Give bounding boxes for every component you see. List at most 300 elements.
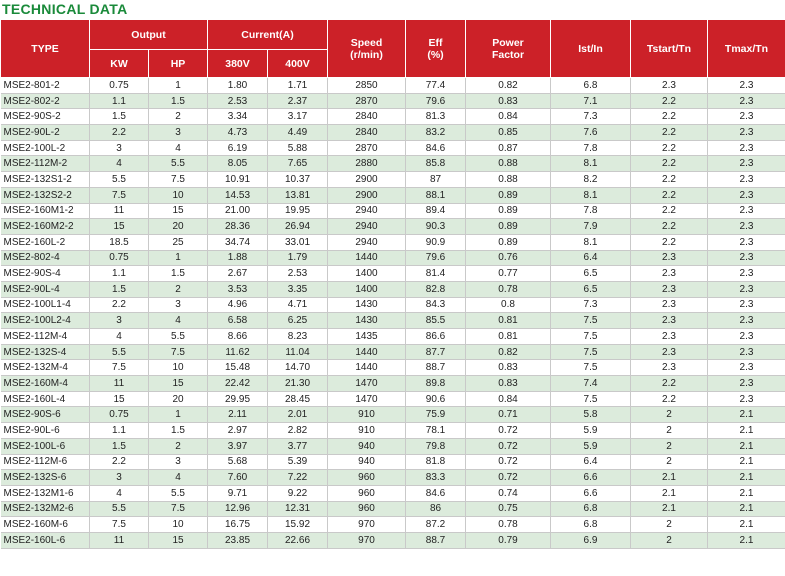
- value-cell: 6.4: [551, 454, 631, 470]
- header-ist-in: Ist/In: [551, 20, 631, 78]
- value-cell: 6.25: [268, 313, 328, 329]
- value-cell: 3: [90, 313, 149, 329]
- value-cell: 15: [149, 376, 208, 392]
- value-cell: 1.71: [268, 78, 328, 94]
- value-cell: 2.3: [708, 313, 785, 329]
- type-cell: MSE2-132S-6: [1, 470, 90, 486]
- value-cell: 0.79: [466, 532, 551, 548]
- value-cell: 5.39: [268, 454, 328, 470]
- value-cell: 21.30: [268, 376, 328, 392]
- value-cell: 5.5: [149, 485, 208, 501]
- value-cell: 12.31: [268, 501, 328, 517]
- value-cell: 16.75: [208, 517, 268, 533]
- value-cell: 7.8: [551, 140, 631, 156]
- value-cell: 15: [149, 203, 208, 219]
- table-row: [1, 125, 785, 141]
- value-cell: 6.58: [208, 313, 268, 329]
- type-cell: MSE2-90L-6: [1, 423, 90, 439]
- value-cell: 2.2: [631, 187, 708, 203]
- value-cell: 7.65: [268, 156, 328, 172]
- value-cell: 2840: [328, 109, 406, 125]
- header-power-factor: Power Factor: [466, 20, 551, 78]
- value-cell: 0.75: [90, 250, 149, 266]
- value-cell: 1.79: [268, 250, 328, 266]
- type-cell: MSE2-112M-2: [1, 156, 90, 172]
- value-cell: 1: [149, 407, 208, 423]
- value-cell: 0.72: [466, 423, 551, 439]
- value-cell: 2.3: [708, 78, 785, 94]
- value-cell: 2.53: [208, 93, 268, 109]
- value-cell: 84.6: [406, 485, 466, 501]
- value-cell: 2.3: [708, 250, 785, 266]
- value-cell: 2.3: [631, 266, 708, 282]
- value-cell: 25: [149, 234, 208, 250]
- table-row: [1, 344, 785, 360]
- value-cell: 2.3: [708, 172, 785, 188]
- value-cell: 90.9: [406, 234, 466, 250]
- value-cell: 2: [631, 407, 708, 423]
- value-cell: 2.1: [631, 470, 708, 486]
- value-cell: 0.85: [466, 125, 551, 141]
- value-cell: 910: [328, 423, 406, 439]
- value-cell: 0.72: [466, 438, 551, 454]
- table-row: [1, 93, 785, 109]
- value-cell: 7.5: [149, 344, 208, 360]
- table-row: [1, 109, 785, 125]
- type-cell: MSE2-802-2: [1, 93, 90, 109]
- value-cell: 2: [149, 438, 208, 454]
- value-cell: 2.2: [631, 203, 708, 219]
- value-cell: 10.37: [268, 172, 328, 188]
- value-cell: 6.5: [551, 266, 631, 282]
- value-cell: 34.74: [208, 234, 268, 250]
- value-cell: 2.3: [631, 360, 708, 376]
- value-cell: 1.1: [90, 266, 149, 282]
- value-cell: 2: [631, 423, 708, 439]
- value-cell: 7.5: [551, 344, 631, 360]
- value-cell: 6.6: [551, 485, 631, 501]
- value-cell: 2.2: [631, 219, 708, 235]
- value-cell: 78.1: [406, 423, 466, 439]
- value-cell: 5.5: [149, 156, 208, 172]
- type-cell: MSE2-100L-6: [1, 438, 90, 454]
- value-cell: 2.2: [631, 93, 708, 109]
- value-cell: 0.74: [466, 485, 551, 501]
- value-cell: 81.3: [406, 109, 466, 125]
- value-cell: 2940: [328, 219, 406, 235]
- value-cell: 88.7: [406, 532, 466, 548]
- value-cell: 1400: [328, 266, 406, 282]
- table-row: [1, 532, 785, 548]
- table-row: [1, 517, 785, 533]
- value-cell: 7.5: [149, 172, 208, 188]
- value-cell: 2.3: [708, 109, 785, 125]
- value-cell: 0.84: [466, 391, 551, 407]
- value-cell: 2: [631, 454, 708, 470]
- value-cell: 0.88: [466, 156, 551, 172]
- value-cell: 12.96: [208, 501, 268, 517]
- value-cell: 0.72: [466, 470, 551, 486]
- value-cell: 4: [90, 156, 149, 172]
- value-cell: 0.83: [466, 93, 551, 109]
- value-cell: 8.2: [551, 172, 631, 188]
- value-cell: 88.1: [406, 187, 466, 203]
- value-cell: 83.3: [406, 470, 466, 486]
- value-cell: 1440: [328, 360, 406, 376]
- value-cell: 7.60: [208, 470, 268, 486]
- value-cell: 2.67: [208, 266, 268, 282]
- value-cell: 7.4: [551, 376, 631, 392]
- value-cell: 15.92: [268, 517, 328, 533]
- type-cell: MSE2-132M-4: [1, 360, 90, 376]
- value-cell: 2.2: [90, 125, 149, 141]
- value-cell: 21.00: [208, 203, 268, 219]
- value-cell: 1400: [328, 281, 406, 297]
- value-cell: 960: [328, 470, 406, 486]
- value-cell: 2.11: [208, 407, 268, 423]
- table-row: [1, 187, 785, 203]
- value-cell: 0.78: [466, 281, 551, 297]
- header-speed: Speed (r/min): [328, 20, 406, 78]
- value-cell: 2940: [328, 203, 406, 219]
- value-cell: 11: [90, 376, 149, 392]
- value-cell: 81.8: [406, 454, 466, 470]
- value-cell: 0.89: [466, 203, 551, 219]
- header-tmax-tn: Tmax/Tn: [708, 20, 785, 78]
- value-cell: 6.9: [551, 532, 631, 548]
- type-cell: MSE2-100L-2: [1, 140, 90, 156]
- table-row: [1, 250, 785, 266]
- table-row: [1, 329, 785, 345]
- value-cell: 2: [631, 438, 708, 454]
- value-cell: 4: [90, 329, 149, 345]
- value-cell: 2.3: [708, 156, 785, 172]
- value-cell: 23.85: [208, 532, 268, 548]
- value-cell: 4.73: [208, 125, 268, 141]
- value-cell: 2.53: [268, 266, 328, 282]
- value-cell: 3: [149, 125, 208, 141]
- value-cell: 2.1: [708, 532, 785, 548]
- value-cell: 2.3: [708, 219, 785, 235]
- value-cell: 5.9: [551, 438, 631, 454]
- value-cell: 5.5: [90, 501, 149, 517]
- value-cell: 2.2: [631, 391, 708, 407]
- value-cell: 6.8: [551, 78, 631, 94]
- type-cell: MSE2-90S-2: [1, 109, 90, 125]
- value-cell: 0.75: [466, 501, 551, 517]
- value-cell: 3.77: [268, 438, 328, 454]
- value-cell: 2.2: [631, 125, 708, 141]
- value-cell: 2.3: [708, 360, 785, 376]
- table-row: [1, 297, 785, 313]
- value-cell: 5.9: [551, 423, 631, 439]
- value-cell: 0.81: [466, 329, 551, 345]
- value-cell: 2.1: [708, 407, 785, 423]
- value-cell: 4: [149, 313, 208, 329]
- type-cell: MSE2-801-2: [1, 78, 90, 94]
- value-cell: 7.5: [149, 501, 208, 517]
- value-cell: 2.1: [708, 485, 785, 501]
- value-cell: 2.1: [631, 485, 708, 501]
- header-current: Current(A): [208, 20, 328, 50]
- header-type: TYPE: [1, 20, 90, 78]
- value-cell: 940: [328, 438, 406, 454]
- value-cell: 2: [149, 109, 208, 125]
- value-cell: 87: [406, 172, 466, 188]
- table-row: [1, 407, 785, 423]
- value-cell: 2: [149, 281, 208, 297]
- value-cell: 2.82: [268, 423, 328, 439]
- type-cell: MSE2-90S-6: [1, 407, 90, 423]
- value-cell: 3: [149, 454, 208, 470]
- value-cell: 0.71: [466, 407, 551, 423]
- table-row: [1, 281, 785, 297]
- value-cell: 0.75: [90, 407, 149, 423]
- value-cell: 1470: [328, 391, 406, 407]
- table-row: [1, 156, 785, 172]
- value-cell: 2880: [328, 156, 406, 172]
- value-cell: 8.66: [208, 329, 268, 345]
- type-cell: MSE2-90S-4: [1, 266, 90, 282]
- value-cell: 970: [328, 532, 406, 548]
- value-cell: 79.6: [406, 250, 466, 266]
- type-cell: MSE2-132M2-6: [1, 501, 90, 517]
- value-cell: 90.6: [406, 391, 466, 407]
- header-kw: KW: [90, 50, 149, 78]
- header-380v: 380V: [208, 50, 268, 78]
- value-cell: 6.8: [551, 517, 631, 533]
- table-body: [1, 78, 785, 549]
- value-cell: 960: [328, 485, 406, 501]
- value-cell: 1430: [328, 313, 406, 329]
- value-cell: 18.5: [90, 234, 149, 250]
- value-cell: 0.88: [466, 172, 551, 188]
- value-cell: 10: [149, 517, 208, 533]
- value-cell: 2.3: [708, 297, 785, 313]
- value-cell: 13.81: [268, 187, 328, 203]
- value-cell: 1.5: [149, 423, 208, 439]
- value-cell: 7.5: [551, 391, 631, 407]
- value-cell: 4.49: [268, 125, 328, 141]
- value-cell: 88.7: [406, 360, 466, 376]
- value-cell: 11: [90, 532, 149, 548]
- value-cell: 7.8: [551, 203, 631, 219]
- value-cell: 20: [149, 219, 208, 235]
- value-cell: 15: [90, 391, 149, 407]
- value-cell: 4: [90, 485, 149, 501]
- value-cell: 7.5: [551, 360, 631, 376]
- value-cell: 11.62: [208, 344, 268, 360]
- value-cell: 10: [149, 187, 208, 203]
- value-cell: 0.87: [466, 140, 551, 156]
- value-cell: 2.3: [708, 234, 785, 250]
- value-cell: 2: [631, 532, 708, 548]
- value-cell: 0.89: [466, 234, 551, 250]
- type-cell: MSE2-802-4: [1, 250, 90, 266]
- type-cell: MSE2-160M1-2: [1, 203, 90, 219]
- value-cell: 5.88: [268, 140, 328, 156]
- value-cell: 4: [149, 140, 208, 156]
- value-cell: 86: [406, 501, 466, 517]
- value-cell: 3.53: [208, 281, 268, 297]
- value-cell: 5.5: [90, 172, 149, 188]
- value-cell: 2.1: [708, 423, 785, 439]
- type-cell: MSE2-160L-2: [1, 234, 90, 250]
- value-cell: 89.8: [406, 376, 466, 392]
- value-cell: 2900: [328, 187, 406, 203]
- value-cell: 2.1: [708, 517, 785, 533]
- value-cell: 8.1: [551, 187, 631, 203]
- value-cell: 2.3: [631, 281, 708, 297]
- value-cell: 7.5: [551, 329, 631, 345]
- type-cell: MSE2-132S1-2: [1, 172, 90, 188]
- value-cell: 3.17: [268, 109, 328, 125]
- value-cell: 6.4: [551, 250, 631, 266]
- value-cell: 7.3: [551, 109, 631, 125]
- type-cell: MSE2-100L1-4: [1, 297, 90, 313]
- value-cell: 0.82: [466, 78, 551, 94]
- type-cell: MSE2-132M1-6: [1, 485, 90, 501]
- value-cell: 2.37: [268, 93, 328, 109]
- value-cell: 7.5: [551, 313, 631, 329]
- type-cell: MSE2-160L-6: [1, 532, 90, 548]
- value-cell: 1430: [328, 297, 406, 313]
- value-cell: 85.8: [406, 156, 466, 172]
- table-row: [1, 78, 785, 94]
- value-cell: 2900: [328, 172, 406, 188]
- value-cell: 79.6: [406, 93, 466, 109]
- value-cell: 7.5: [90, 517, 149, 533]
- value-cell: 2.2: [631, 140, 708, 156]
- type-cell: MSE2-112M-6: [1, 454, 90, 470]
- table-row: [1, 140, 785, 156]
- value-cell: 2.3: [708, 391, 785, 407]
- value-cell: 2.2: [90, 454, 149, 470]
- type-cell: MSE2-132S-4: [1, 344, 90, 360]
- value-cell: 2.1: [708, 501, 785, 517]
- value-cell: 5.5: [90, 344, 149, 360]
- value-cell: 3: [149, 297, 208, 313]
- value-cell: 22.42: [208, 376, 268, 392]
- value-cell: 2.1: [708, 454, 785, 470]
- value-cell: 85.5: [406, 313, 466, 329]
- value-cell: 77.4: [406, 78, 466, 94]
- value-cell: 90.3: [406, 219, 466, 235]
- value-cell: 2.2: [631, 234, 708, 250]
- value-cell: 8.1: [551, 234, 631, 250]
- value-cell: 2.2: [631, 172, 708, 188]
- value-cell: 89.4: [406, 203, 466, 219]
- value-cell: 0.89: [466, 219, 551, 235]
- type-cell: MSE2-90L-4: [1, 281, 90, 297]
- value-cell: 2840: [328, 125, 406, 141]
- value-cell: 910: [328, 407, 406, 423]
- table-row: [1, 203, 785, 219]
- value-cell: 6.6: [551, 470, 631, 486]
- value-cell: 7.6: [551, 125, 631, 141]
- value-cell: 1.1: [90, 93, 149, 109]
- value-cell: 1.88: [208, 250, 268, 266]
- value-cell: 1.5: [90, 281, 149, 297]
- value-cell: 7.5: [90, 187, 149, 203]
- value-cell: 1435: [328, 329, 406, 345]
- value-cell: 2.3: [631, 329, 708, 345]
- value-cell: 2.3: [708, 266, 785, 282]
- table-row: [1, 454, 785, 470]
- value-cell: 0.84: [466, 109, 551, 125]
- type-cell: MSE2-160M2-2: [1, 219, 90, 235]
- value-cell: 2.3: [708, 344, 785, 360]
- value-cell: 7.22: [268, 470, 328, 486]
- table-row: [1, 360, 785, 376]
- value-cell: 3.35: [268, 281, 328, 297]
- value-cell: 0.76: [466, 250, 551, 266]
- value-cell: 9.22: [268, 485, 328, 501]
- table-row: [1, 501, 785, 517]
- value-cell: 1.80: [208, 78, 268, 94]
- value-cell: 2.1: [708, 438, 785, 454]
- value-cell: 0.83: [466, 376, 551, 392]
- value-cell: 9.71: [208, 485, 268, 501]
- value-cell: 2.3: [708, 329, 785, 345]
- type-cell: MSE2-160L-4: [1, 391, 90, 407]
- value-cell: 1: [149, 250, 208, 266]
- value-cell: 2.1: [708, 470, 785, 486]
- value-cell: 2.3: [708, 281, 785, 297]
- type-cell: MSE2-112M-4: [1, 329, 90, 345]
- value-cell: 0.82: [466, 344, 551, 360]
- value-cell: 0.8: [466, 297, 551, 313]
- table-row: [1, 438, 785, 454]
- value-cell: 8.23: [268, 329, 328, 345]
- value-cell: 2.3: [708, 203, 785, 219]
- value-cell: 2.2: [631, 156, 708, 172]
- value-cell: 5.68: [208, 454, 268, 470]
- value-cell: 2.3: [708, 140, 785, 156]
- table-row: [1, 485, 785, 501]
- value-cell: 0.83: [466, 360, 551, 376]
- type-cell: MSE2-160M-4: [1, 376, 90, 392]
- value-cell: 0.78: [466, 517, 551, 533]
- value-cell: 2.3: [631, 313, 708, 329]
- value-cell: 2.97: [208, 423, 268, 439]
- type-cell: MSE2-132S2-2: [1, 187, 90, 203]
- value-cell: 2.2: [90, 297, 149, 313]
- header-400v: 400V: [268, 50, 328, 78]
- value-cell: 5.5: [149, 329, 208, 345]
- value-cell: 1.5: [90, 438, 149, 454]
- value-cell: 2.01: [268, 407, 328, 423]
- value-cell: 15: [149, 532, 208, 548]
- value-cell: 84.3: [406, 297, 466, 313]
- header-eff: Eff (%): [406, 20, 466, 78]
- value-cell: 15: [90, 219, 149, 235]
- value-cell: 6.5: [551, 281, 631, 297]
- value-cell: 1.1: [90, 423, 149, 439]
- value-cell: 2.3: [631, 297, 708, 313]
- value-cell: 2: [631, 517, 708, 533]
- type-cell: MSE2-90L-2: [1, 125, 90, 141]
- value-cell: 3.34: [208, 109, 268, 125]
- type-cell: MSE2-160M-6: [1, 517, 90, 533]
- value-cell: 29.95: [208, 391, 268, 407]
- value-cell: 2870: [328, 93, 406, 109]
- value-cell: 1.5: [149, 93, 208, 109]
- value-cell: 2.3: [708, 376, 785, 392]
- value-cell: 11.04: [268, 344, 328, 360]
- value-cell: 6.8: [551, 501, 631, 517]
- value-cell: 33.01: [268, 234, 328, 250]
